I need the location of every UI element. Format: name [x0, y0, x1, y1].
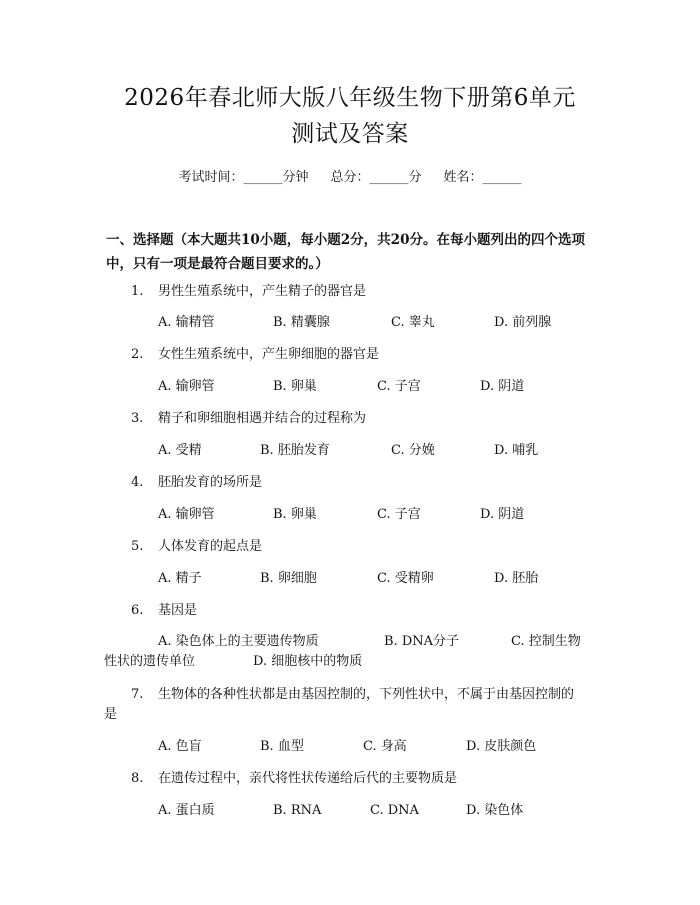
option-d: D. 染色体: [466, 803, 524, 818]
question-options: [0, 737, 700, 757]
option-a: A. 精子: [158, 571, 202, 586]
question-stem: 7. 生物体的各种性状都是由基因控制的，下列性状中，不属于由基因控制的: [131, 687, 575, 702]
question-options: [0, 441, 700, 461]
total-score-field: 总分：______分: [330, 170, 422, 185]
question-stem: 5. 人体发育的起点是: [131, 539, 263, 554]
question-stem: 2. 女性生殖系统中，产生卵细胞的器官是: [131, 347, 380, 362]
option-b: B. RNA: [273, 803, 322, 818]
question-options-continued: [0, 652, 700, 672]
exam-title-line2: 测试及答案: [291, 121, 409, 147]
option-b: B. DNA分子: [384, 634, 460, 649]
option-a: A. 输卵管: [158, 379, 215, 394]
option-a: A. 受精: [158, 443, 202, 458]
option-d: D. 前列腺: [494, 315, 552, 330]
option-a: A. 输精管: [158, 315, 215, 330]
option-d: D. 胚胎: [494, 571, 539, 586]
question-stem: 6. 基因是: [131, 603, 198, 618]
option-c-continued: 性状的遗传单位: [104, 654, 196, 669]
option-c: C. 子宫: [377, 507, 421, 522]
question-stem: 4. 胚胎发育的场所是: [131, 475, 263, 490]
question-options: [0, 569, 700, 589]
question-stem: 8. 在遗传过程中，亲代将性状传递给后代的主要物质是: [131, 771, 458, 786]
exam-time-field: 考试时间：______分钟: [178, 170, 309, 185]
exam-title-line1: 2026年春北师大版八年级生物下册第6单元: [124, 85, 576, 111]
option-b: B. 血型: [260, 739, 304, 754]
option-c: C. 受精卵: [377, 571, 434, 586]
option-d: D. 阴道: [480, 379, 525, 394]
option-c: C. 身高: [363, 739, 407, 754]
option-d: D. 哺乳: [494, 443, 539, 458]
question-stem: 1. 男性生殖系统中，产生精子的器官是: [131, 284, 367, 299]
option-c: C. DNA: [370, 803, 419, 818]
option-c: C. 分娩: [391, 443, 435, 458]
question-options: [0, 801, 700, 821]
option-c: C. 控制生物: [511, 634, 581, 649]
question-options: [0, 505, 700, 525]
option-a: A. 输卵管: [158, 507, 215, 522]
option-b: B. 精囊腺: [273, 315, 330, 330]
option-b: B. 卵细胞: [260, 571, 317, 586]
option-c: C. 睾丸: [391, 315, 435, 330]
question-stem-continued: 是: [104, 707, 118, 722]
option-a: A. 色盲: [158, 739, 202, 754]
option-d: D. 阴道: [480, 507, 525, 522]
option-a: A. 蛋白质: [158, 803, 215, 818]
question-options: [0, 632, 700, 652]
option-b: B. 胚胎发育: [260, 443, 330, 458]
option-b: B. 卵巢: [273, 507, 317, 522]
option-d: D. 皮肤颜色: [466, 739, 537, 754]
student-name-field: 姓名：______: [443, 170, 522, 185]
question-options: [0, 313, 700, 333]
question-options: [0, 377, 700, 397]
option-d: D. 细胞核中的物质: [253, 654, 363, 669]
exam-meta: [0, 168, 700, 188]
question-stem: 3. 精子和卵细胞相遇并结合的过程称为: [131, 411, 367, 426]
option-b: B. 卵巢: [273, 379, 317, 394]
option-c: C. 子宫: [377, 379, 421, 394]
section-heading: 一、选择题（本大题共10小题，每小题2分，共20分。在每小题列出的四个选项中，只有一项是最符合题目要求的。）: [106, 232, 585, 272]
option-a: A. 染色体上的主要遗传物质: [158, 634, 319, 649]
